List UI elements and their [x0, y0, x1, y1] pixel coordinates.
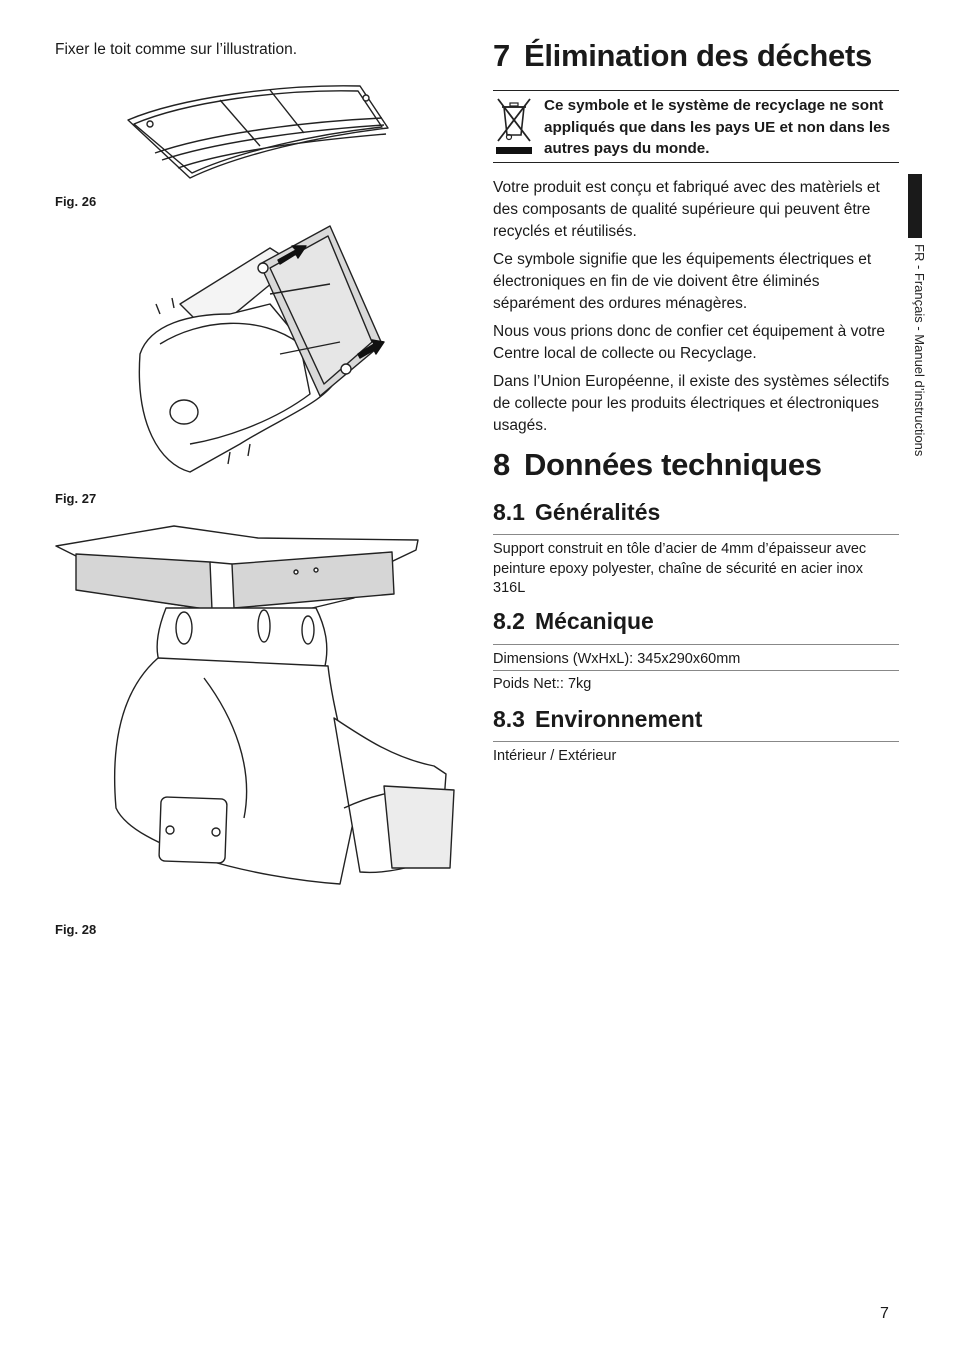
- weee-notice: [493, 90, 899, 163]
- subsection-8-1-text: Support construit en tôle d’acier de 4mm d’épaisseur avec peinture epoxy polyester, chaîne de sécurité en acier inox 316L: [493, 541, 867, 596]
- section-8-number: 8: [493, 447, 510, 482]
- subsection-8-2-number: 8.2: [493, 608, 525, 634]
- crossed-out-wheelie-bin-icon: [496, 95, 532, 159]
- subsection-8-1-number: 8.1: [493, 499, 525, 525]
- section-7-number: 7: [493, 38, 510, 73]
- section-7-paragraph-1: Votre produit est conçu et fabriqué avec des matèriels et des composants de qualité supérieure qui peuvent être recyclés et réutilisés.: [493, 179, 880, 240]
- section-8-heading: [493, 447, 822, 483]
- subsection-8-2-title: Mécanique: [534, 608, 654, 634]
- subsection-8-3-heading: [493, 706, 702, 733]
- section-7-heading: [493, 38, 872, 74]
- subsection-8-3-number: 8.3: [493, 706, 525, 732]
- fig-26-label: Fig. 26: [55, 194, 97, 209]
- subsection-8-3-title: Environnement: [534, 706, 703, 732]
- weee-notice-text: Ce symbole et le système de recyclage ne sont appliqués que dans les pays UE et non dans les autres pays du monde.: [544, 97, 891, 157]
- divider: [493, 670, 899, 671]
- fig-26-roof-illustration: [120, 78, 400, 184]
- intro-text: Fixer le toit comme sur l’illustration.: [55, 41, 298, 58]
- weight-row: Poids Net:: 7kg: [493, 676, 592, 692]
- dimensions-row: Dimensions (WxHxL): 345x290x60mm: [493, 651, 741, 667]
- fig-28-bracket-illustration: [54, 518, 462, 892]
- section-7-paragraph-4: Dans l’Union Européenne, il existe des systèmes sélectifs de collecte pour les produits électriques et électroniques usagés.: [493, 373, 890, 434]
- section-7-title: Élimination des déchets: [523, 38, 872, 73]
- page-number: 7: [880, 1305, 889, 1322]
- section-8-title: Données techniques: [523, 447, 822, 482]
- fig-28-label: Fig. 28: [55, 922, 97, 937]
- subsection-8-2-heading: [493, 608, 654, 635]
- section-7-paragraph-3: Nous vous prions donc de confier cet équipement à votre Centre local de collecte ou Recyclage.: [493, 323, 886, 362]
- fig-27-label: Fig. 27: [55, 491, 97, 506]
- subsection-8-1-title: Généralités: [534, 499, 661, 525]
- section-7-paragraph-2: Ce symbole signifie que les équipements électriques et électroniques en fin de vie doivent être éliminés séparément des ordures ménagères.: [493, 251, 872, 312]
- language-tab-text: FR - Français - Manuel d’instructions: [912, 244, 927, 457]
- fig-27-housing-illustration: [120, 224, 390, 480]
- divider: [493, 534, 899, 535]
- subsection-8-3-text: Intérieur / Extérieur: [493, 748, 617, 764]
- divider: [493, 644, 899, 645]
- language-tab-marker: [908, 174, 922, 238]
- divider: [493, 741, 899, 742]
- subsection-8-1-heading: [493, 499, 660, 526]
